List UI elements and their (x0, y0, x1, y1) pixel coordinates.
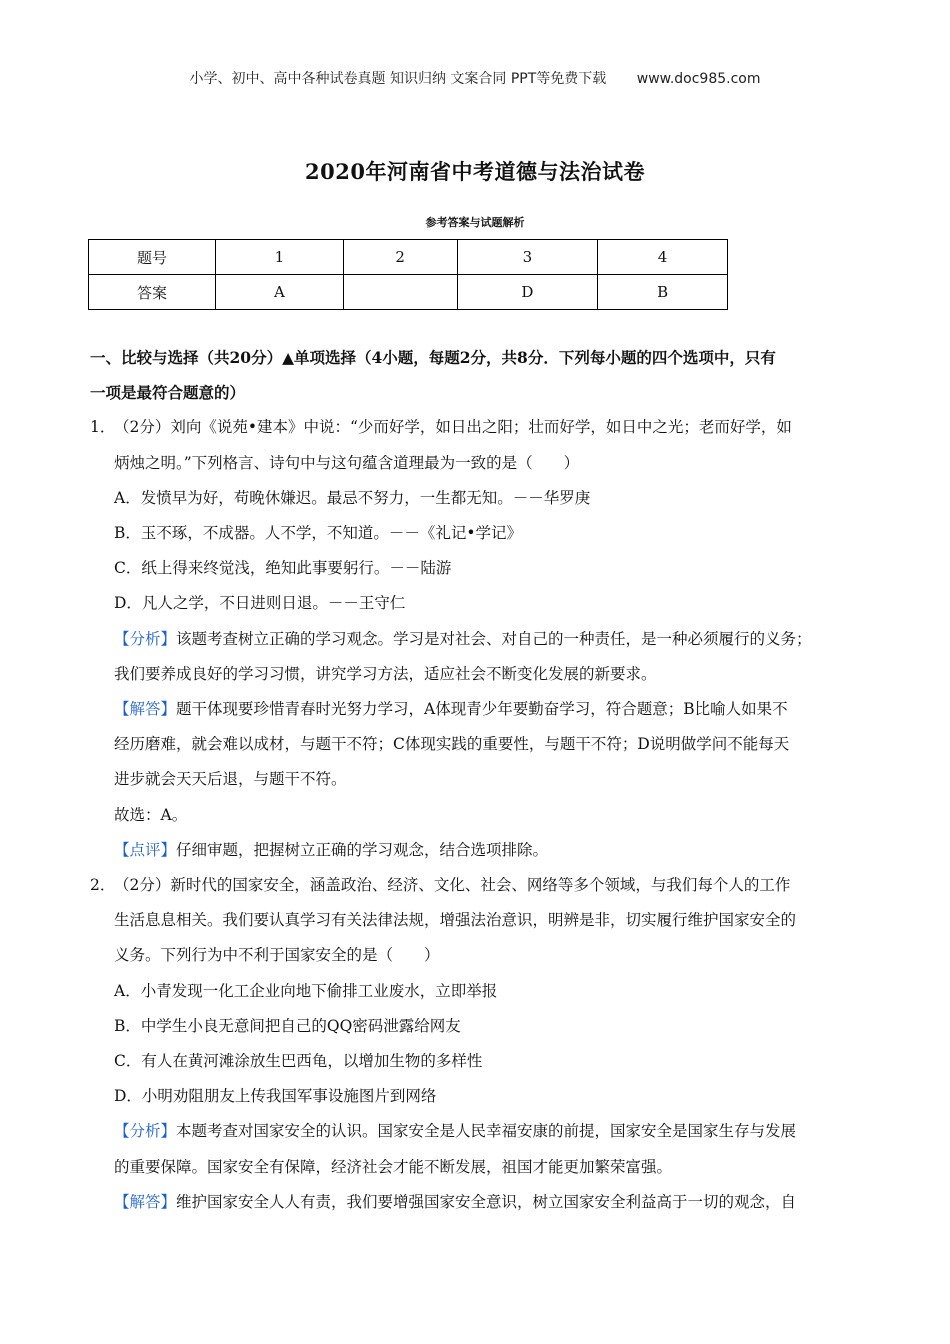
page-title: 2020年河南省中考道德与法治试卷 (305, 159, 645, 184)
option-d: D．凡人之学，不日进则日退。－－王守仁 (114, 594, 406, 613)
option-c: C．有人在黄河滩涂放生巴西龟，以增加生物的多样性 (114, 1052, 483, 1071)
header-text: 小学、初中、高中各种试卷真题 知识归纳 文案合同 PPT等免费下载 (189, 71, 607, 87)
text-line: （2分）新时代的国家安全，涵盖政治、经济、文化、社会、网络等多个领域，与我们每个人的工作 (114, 876, 791, 895)
answer-tag: 【解答】 (114, 700, 177, 719)
page-subtitle: 参考答案与试题解析 (425, 216, 525, 229)
document-body (90, 340, 870, 1220)
section-heading (90, 340, 870, 410)
answer-block (90, 1185, 870, 1220)
question-number: 2． (90, 876, 116, 895)
option-a: A．发愤早为好，苟晚休嫌迟。最忌不努力，一生都无知。－－华罗庚 (114, 488, 591, 507)
analysis-block (90, 1114, 870, 1149)
text-line: 维护国家安全人人有责，我们要增强国家安全意识，树立国家安全利益高于一切的观念，自 (176, 1192, 797, 1211)
analysis-tag: 【分析】 (114, 1122, 177, 1141)
option-b: B．中学生小良无意间把自己的QQ密码泄露给网友 (114, 1016, 461, 1035)
analysis-block (90, 622, 870, 657)
text-line: 仔细审题，把握树立正确的学习观念，结合选项排除。 (176, 840, 549, 859)
table-cell: 1 (216, 240, 344, 275)
table-cell: B (598, 275, 728, 310)
answer-block (90, 692, 870, 727)
text-line: 题干体现要珍惜青春时光努力学习，A体现青少年要勤奋学习，符合题意；B比喻人如果不 (176, 700, 788, 719)
table-cell: 3 (457, 240, 598, 275)
table-cell: 2 (343, 240, 457, 275)
answer-table (88, 239, 728, 310)
page-header (0, 68, 950, 88)
text-line: 该题考查树立正确的学习观念。学习是对社会、对自己的一种责任，是一种必须履行的义务； (176, 629, 812, 648)
comment-tag: 【点评】 (114, 840, 177, 859)
text-line: （2分）刘向《说苑•建本》中说：“少而好学，如日出之阳；壮而好学，如日中之光；老而好学，如 (114, 418, 792, 437)
text-line: 的重要保障。国家安全有保障，经济社会才能不断发展，祖国才能更加繁荣富强。 (114, 1157, 673, 1176)
option-c: C．纸上得来终觉浅，绝知此事要躬行。－－陆游 (114, 559, 452, 578)
table-cell: A (216, 275, 344, 310)
question-number: 1． (90, 418, 116, 437)
text-line: 进步就会天天后退，与题干不符。 (114, 770, 347, 789)
option-d: D．小明劝阻朋友上传我国军事设施图片到网络 (114, 1087, 437, 1106)
table-cell: 题号 (89, 240, 216, 275)
table-cell: D (457, 275, 598, 310)
analysis-tag: 【分析】 (114, 629, 177, 648)
question-2-stem (90, 868, 870, 903)
table-cell: 4 (598, 240, 728, 275)
text-line: 炳烛之明。”下列格言、诗句中与这句蕴含道理最为一致的是（ ） (114, 453, 580, 472)
text-line: 本题考查对国家安全的认识。国家安全是人民幸福安康的前提，国家安全是国家生存与发展 (176, 1122, 797, 1141)
text-line: 我们要养成良好的学习习惯，讲究学习方法，适应社会不断变化发展的新要求。 (114, 664, 657, 683)
table-row (89, 275, 728, 310)
option-a: A．小青发现一化工企业向地下偷排工业废水，立即举报 (114, 981, 498, 1000)
option-b: B．玉不琢，不成器。人不学，不知道。－－《礼记•学记》 (114, 524, 523, 543)
header-url[interactable]: www.doc985.com (636, 71, 761, 87)
choice-line: 故选：A。 (114, 805, 188, 824)
comment-block (90, 833, 870, 868)
question-1-stem (90, 410, 870, 445)
table-cell: 答案 (89, 275, 216, 310)
text-line: 生活息息相关。我们要认真学习有关法律法规，增强法治意识，明辨是非，切实履行维护国家安全的 (114, 911, 797, 930)
table-cell (343, 275, 457, 310)
section-heading-line: 一项是最符合题意的） (90, 383, 246, 403)
text-line: 义务。下列行为中不利于国家安全的是（ ） (114, 946, 440, 965)
text-line: 经历磨难，就会难以成材，与题干不符；C体现实践的重要性，与题干不符；D说明做学问不能每天 (114, 735, 790, 754)
section-heading-line: 一、比较与选择（共20分）▲单项选择（4小题，每题2分，共8分．下列每小题的四个选项中，只有 (90, 348, 776, 367)
table-row (89, 240, 728, 275)
answer-tag: 【解答】 (114, 1192, 177, 1211)
